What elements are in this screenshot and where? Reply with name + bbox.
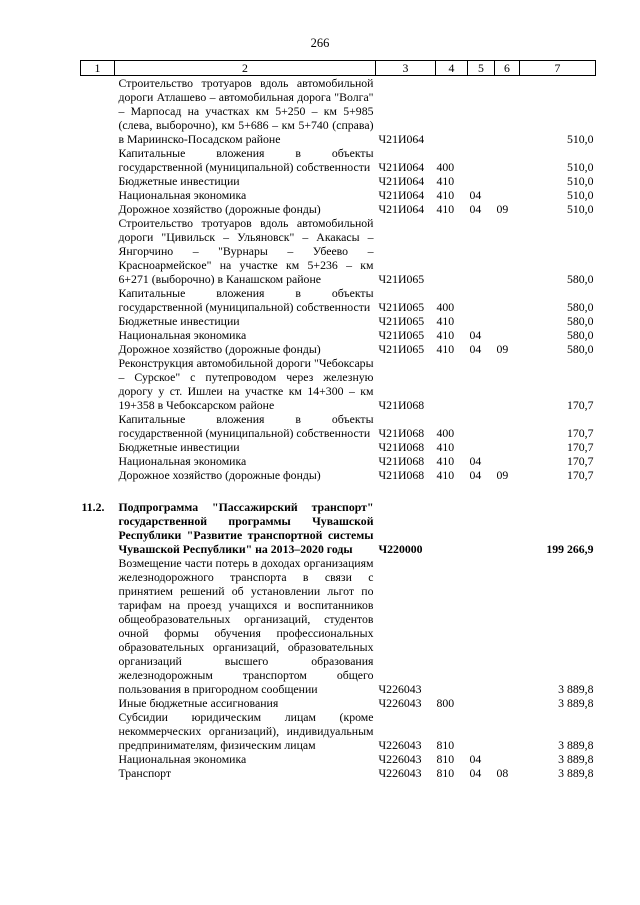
section: 04 [469,454,482,468]
target-code: Ч21И064 [378,202,425,216]
row-name: Национальная экономика [118,188,247,202]
row-number [81,342,115,356]
amount: 3 889,8 [558,682,594,696]
target-code: Ч21И065 [378,328,425,342]
expense-type [436,356,468,412]
subsection [495,696,520,710]
target-code: Ч21И068 [378,454,425,468]
subsection [495,556,520,696]
expense-type: 810 [436,738,455,752]
row-name: Реконструкция автомобильной дороги "Чебоксары – Сурское" с путепроводом через железную дорогу у ст. Ишлеи на участке км 14+300 – км 19+358 в Чебоксарском районе [118,356,374,412]
amount: 170,7 [566,454,594,468]
subsection [495,76,520,147]
expense-type: 410 [436,328,455,342]
section: 04 [469,468,482,482]
section [468,174,495,188]
table-row [81,216,596,286]
subsection [495,216,520,286]
amount: 580,0 [566,272,594,286]
expense-type: 810 [436,752,455,766]
header-col-6: 6 [495,61,520,76]
section: 04 [469,752,482,766]
target-code: Ч21И065 [378,314,425,328]
spacer-cell [81,482,596,500]
amount: 510,0 [566,202,594,216]
section [468,556,495,696]
row-number [81,146,115,174]
row-name: Капитальные вложения в объекты государственной (муниципальной) собственности [118,146,374,174]
target-code: Ч220000 [378,542,423,556]
row-number [81,556,115,696]
row-number [81,454,115,468]
page-number: 266 [310,36,330,50]
target-code: Ч21И065 [378,272,425,286]
expense-type: 400 [436,300,455,314]
amount: 3 889,8 [558,738,594,752]
section [468,356,495,412]
amount: 510,0 [566,160,594,174]
subsection [495,174,520,188]
row-name: Национальная экономика [118,752,247,766]
subsection [495,286,520,314]
amount: 510,0 [566,132,594,146]
row-name: Капитальные вложения в объекты государственной (муниципальной) собственности [118,412,374,440]
amount: 170,7 [566,426,594,440]
row-name: Национальная экономика [118,328,247,342]
subsection [495,188,520,202]
row-number [81,440,115,454]
amount: 580,0 [566,314,594,328]
section: 04 [469,766,482,780]
row-name: Строительство тротуаров вдоль автомобильной дороги Атлашево – автомобильная дорога "Волга" – Марпосад на участках км 5+250 – км 5+985 (слева, выборочно), км 5+686 – км 5+740 (справа) в Мариинско-Посадском районе [118,76,374,146]
table-row [81,752,596,766]
row-number [81,76,115,147]
expense-type [436,76,468,147]
row-name: Транспорт [118,766,172,780]
amount: 3 889,8 [558,766,594,780]
table-row [81,766,596,780]
section [468,76,495,147]
target-code: Ч226043 [378,738,422,752]
header-col-7: 7 [520,61,596,76]
header-row [81,61,596,76]
row-number [81,328,115,342]
target-code: Ч21И068 [378,426,425,440]
row-name: Капитальные вложения в объекты государственной (муниципальной) собственности [118,286,374,314]
spacer-row [81,482,596,500]
table-row [81,342,596,356]
section [468,696,495,710]
row-number [81,202,115,216]
amount: 3 889,8 [558,752,594,766]
table-row [81,188,596,202]
row-name: Бюджетные инвестиции [118,314,240,328]
row-name: Строительство тротуаров вдоль автомобильной дороги "Цивильск – Ульяновск" – Акакасы – Янгорчино – "Вурнары – Убеево – Красноармейское" на участке км 5+236 – км 6+271 (выборочно) в Канашском районе [118,216,374,286]
amount: 580,0 [566,300,594,314]
expense-type: 410 [436,188,455,202]
target-code: Ч226043 [378,752,422,766]
subsection: 09 [496,342,509,356]
subsection [495,710,520,752]
table-row [81,174,596,188]
row-number [81,286,115,314]
amount: 170,7 [566,398,594,412]
amount: 199 266,9 [546,542,594,556]
header-col-5: 5 [468,61,495,76]
row-name: Дорожное хозяйство (дорожные фонды) [118,468,321,482]
expense-type [436,556,468,696]
expense-type: 410 [436,174,455,188]
section [468,440,495,454]
table-row [81,314,596,328]
table-row [81,356,596,412]
subsection: 08 [496,766,509,780]
amount: 510,0 [566,174,594,188]
row-name: Бюджетные инвестиции [118,440,240,454]
subsection [495,752,520,766]
row-number [81,766,115,780]
expense-type: 400 [436,426,455,440]
expense-type: 410 [436,468,455,482]
row-number [81,412,115,440]
expense-type: 410 [436,440,455,454]
subsection [495,314,520,328]
header-col-4: 4 [436,61,468,76]
row-number [81,314,115,328]
expense-type: 810 [436,766,455,780]
header-col-2: 2 [115,61,376,76]
expense-type [436,500,468,556]
subsection [495,440,520,454]
section [468,314,495,328]
table-row [81,710,596,752]
table-row [81,454,596,468]
expense-type: 410 [436,202,455,216]
amount: 170,7 [566,440,594,454]
amount: 580,0 [566,342,594,356]
subsection: 09 [496,202,509,216]
table-row [81,468,596,482]
row-number [81,356,115,412]
target-code: Ч21И064 [378,160,425,174]
subsection [495,412,520,440]
row-number [81,696,115,710]
row-number [81,710,115,752]
section [468,146,495,174]
subsection [495,146,520,174]
target-code: Ч226043 [378,682,422,696]
section [468,216,495,286]
section: 04 [469,202,482,216]
row-name: Субсидии юридическим лицам (кроме некоммерческих организаций), индивидуальным предпринимателям, физическим лицам [118,710,374,752]
section [468,286,495,314]
row-number [81,216,115,286]
expense-type: 400 [436,160,455,174]
expense-type: 410 [436,314,455,328]
subsection [495,356,520,412]
row-number: 11.2. [81,500,105,514]
target-code: Ч21И068 [378,398,425,412]
table-row [81,500,596,556]
table-body [81,76,596,781]
table-row [81,412,596,440]
target-code: Ч21И068 [378,440,425,454]
target-code: Ч226043 [378,696,422,710]
section: 04 [469,328,482,342]
section: 04 [469,342,482,356]
target-code: Ч21И065 [378,300,425,314]
row-name: Дорожное хозяйство (дорожные фонды) [118,342,321,356]
target-code: Ч226043 [378,766,422,780]
budget-table [80,60,596,780]
amount: 510,0 [566,188,594,202]
target-code: Ч21И064 [378,174,425,188]
table-row [81,440,596,454]
row-number [81,468,115,482]
amount: 580,0 [566,328,594,342]
section: 04 [469,188,482,202]
target-code: Ч21И065 [378,342,425,356]
subsection [495,500,520,556]
row-number [81,188,115,202]
expense-type: 410 [436,454,455,468]
section [468,710,495,752]
row-name: Возмещение части потерь в доходах организациям железнодорожного транспорта в связи с принятием решений об установлении льгот по тарифам на проезд учащихся и воспитанников общеобразовательных организаций, студентов очной формы обучения профессиональных образовательных организаций, образовательных организаций высшего образования железнодорожным транспортом общего пользования в пригородном сообщении [118,556,374,696]
expense-type: 410 [436,342,455,356]
header-col-3: 3 [376,61,436,76]
section [468,500,495,556]
row-name: Бюджетные инвестиции [118,174,240,188]
target-code: Ч21И064 [378,132,425,146]
table-row [81,696,596,710]
target-code: Ч21И064 [378,188,425,202]
amount: 170,7 [566,468,594,482]
table-row [81,146,596,174]
row-number [81,752,115,766]
section [468,412,495,440]
target-code: Ч21И068 [378,468,425,482]
table-row [81,556,596,696]
row-name: Иные бюджетные ассигнования [118,696,279,710]
header-col-1: 1 [81,61,115,76]
table-row [81,286,596,314]
subsection: 09 [496,468,509,482]
amount: 3 889,8 [558,696,594,710]
row-number [81,174,115,188]
row-name: Подпрограмма "Пассажирский транспорт" государственной программы Чувашской Республики "Развитие транспортной системы Чувашской Республики" на 2013–2020 годы [118,500,374,556]
expense-type: 800 [436,696,455,710]
subsection [495,454,520,468]
table-row [81,76,596,147]
subsection [495,328,520,342]
row-name: Дорожное хозяйство (дорожные фонды) [118,202,321,216]
expense-type [436,216,468,286]
table-row [81,328,596,342]
table-row [81,202,596,216]
row-name: Национальная экономика [118,454,247,468]
